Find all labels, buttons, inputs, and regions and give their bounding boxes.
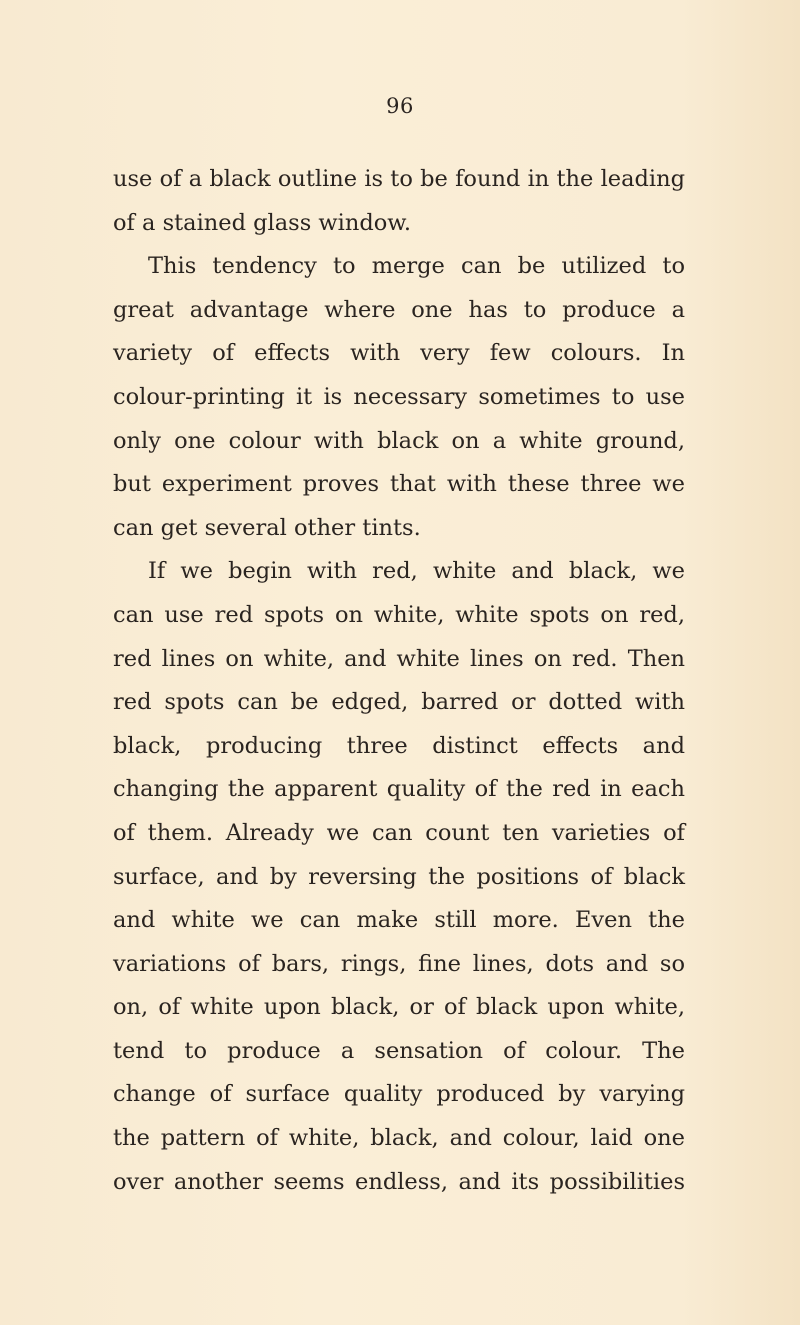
- text-line: colour-printing it is necessary sometimes to use: [113, 383, 685, 410]
- text-line: only one colour with black on a white ground,: [113, 427, 685, 454]
- text-line: tend to produce a sensation of colour. The: [113, 1037, 685, 1064]
- text-line: of them. Already we can count ten varieties of: [113, 819, 685, 846]
- text-line: change of surface quality produced by varying: [113, 1081, 685, 1108]
- text-line: changing the apparent quality of the red in each: [113, 776, 685, 803]
- body-text: [113, 158, 685, 1204]
- text-line: red spots can be edged, barred or dotted with: [113, 689, 685, 716]
- text-line: on, of white upon black, or of black upon white,: [113, 994, 685, 1021]
- text-line: black, producing three distinct effects and: [113, 732, 685, 759]
- text-line: variations of bars, rings, fine lines, dots and so: [113, 950, 685, 977]
- text-line: but experiment proves that with these three we: [113, 471, 685, 498]
- text-line-paragraph-start: If we begin with red, white and black, we: [148, 558, 685, 585]
- text-line: can use red spots on white, white spots on red,: [113, 601, 685, 628]
- text-line: variety of effects with very few colours. In: [113, 340, 685, 367]
- text-line-paragraph-end: can get several other tints.: [113, 514, 421, 541]
- text-line: red lines on white, and white lines on red. Then: [113, 645, 685, 672]
- text-line-paragraph-end: of a stained glass window.: [113, 209, 412, 236]
- text-line: over another seems endless, and its possibilities: [113, 1168, 685, 1195]
- text-line-paragraph-start: This tendency to merge can be utilized to: [148, 253, 685, 280]
- text-line: and white we can make still more. Even the: [113, 907, 685, 934]
- text-line: use of a black outline is to be found in the leading: [113, 166, 685, 192]
- text-line: great advantage where one has to produce a: [113, 296, 685, 323]
- page-number: 96: [386, 94, 414, 118]
- text-line: the pattern of white, black, and colour, laid one: [113, 1125, 685, 1152]
- text-line: surface, and by reversing the positions of black: [113, 863, 685, 890]
